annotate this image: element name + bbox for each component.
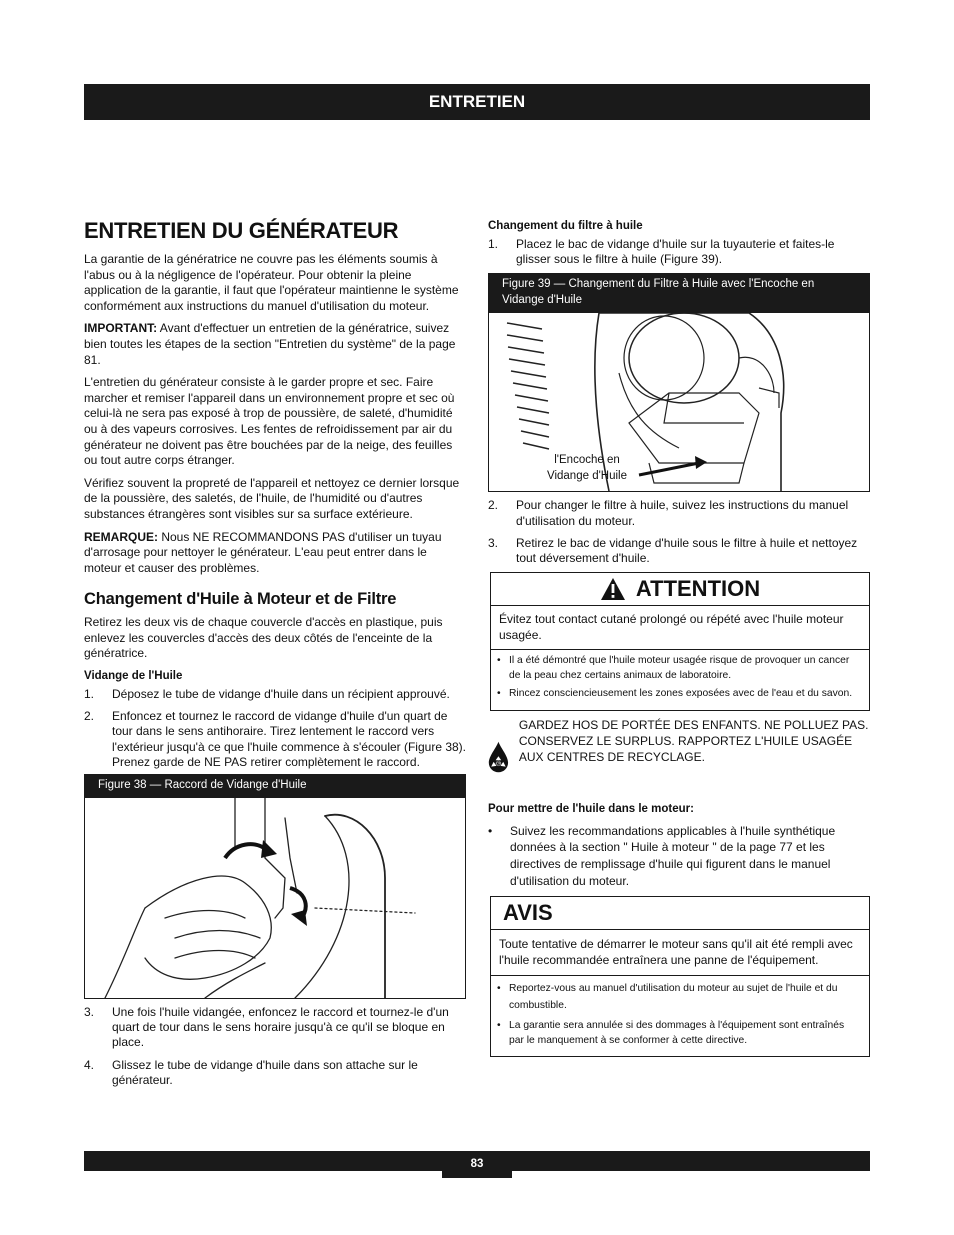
remark-label: REMARQUE:: [84, 529, 158, 544]
avis-title: AVIS: [503, 899, 553, 925]
step-number: 4.: [84, 1057, 95, 1072]
cleanliness-paragraph: Vérifiez souvent la propreté de l'appareil et nettoyez ce dernier lorsque de la poussière, des saletés, de l'huile, de l'humidité ou d'autres substances étrangères sont visibles sur sa surface extérieure.: [84, 475, 460, 521]
avis-body: Toute tentative de démarrer le moteur sans qu'il ait été rempli avec l'huile recommandée entraînera une panne de l'équipement.: [491, 930, 869, 976]
remark-paragraph: [84, 530, 466, 577]
attention-body: Évitez tout contact cutané prolongé ou répété avec l'huile moteur usagée.: [491, 606, 869, 650]
step-text: Pour changer le filtre à huile, suivez les instructions du manuel d'utilisation du moteur.: [516, 498, 849, 528]
step-text: Enfoncez et tournez le raccord de vidange d'huile d'un quart de tour dans le sens antihoraire. Tirez lentement le raccord vers l'extérieur jusqu'à ce que l'huile commence à s'écouler (Figure 38). Prenez garde de NE PAS retirer complètement le raccord.: [112, 709, 467, 769]
step-text: Retirez le bac de vidange d'huile sous le filtre à huile et nettoyez tout déversement d'huile.: [516, 535, 858, 566]
figure-38-illustration: [84, 797, 466, 999]
list-item: [488, 498, 870, 528]
access-covers-paragraph: Retirez les deux vis de chaque couvercle d'accès en plastique, puis enlevez les couvercles d'accès des deux côtés de l'enceinte de la génératrice.: [84, 615, 443, 661]
filter-change-heading: Changement du filtre à huile: [488, 220, 643, 232]
attention-header: [491, 573, 869, 606]
add-oil-instruction: Suivez les recommandations applicables à l'huile synthétique données à la section " Huile à moteur " de la page 77 et les directives de remplissage d'huile qui figurent dans le manuel d'utilisation du moteur.: [510, 823, 836, 888]
oil-recycle-drop-icon: [488, 717, 509, 797]
list-item: • Rincez consciencieusement les zones exposées avec de l'eau et du savon.: [497, 688, 853, 700]
list-item: [488, 237, 870, 267]
list-item: • Il a été démontré que l'huile moteur usagée risque de provoquer un cancer de la peau chez certains animaux de laboratoire.: [497, 655, 850, 681]
figure-39: [488, 273, 870, 492]
list-item: [84, 1005, 466, 1051]
step-text: Placez le bac de vidange d'huile sur la tuyauterie et faites-le glisser sous le filtre à huile (Figure 39).: [516, 237, 835, 267]
important-text: Avant d'effectuer un entretien de la génératrice, suivez bien toutes les étapes de la section "Entretien du système" de la page 81.: [84, 321, 456, 367]
step-number: 2.: [488, 498, 499, 513]
oil-drain-fitting-drawing: [85, 798, 465, 998]
oil-drain-heading: Vidange de l'Huile: [84, 670, 183, 683]
section-header: [84, 84, 870, 120]
warranty-paragraph: La garantie de la génératrice ne couvre pas les éléments soumis à l'abus ou à la négligence de l'opérateur. Pour obtenir la pleine application de la garantie, il faut que l'opérateur maintienne le système conformément aux instructions du manuel d'utilisation du moteur.: [84, 252, 459, 313]
oil-filter-drawing: [489, 313, 869, 491]
step-number: 1.: [84, 687, 95, 702]
step-number: 3.: [488, 535, 499, 550]
avis-bullets: [491, 976, 869, 1056]
page-title: ENTRETIEN DU GÉNÉRATEUR: [84, 218, 399, 243]
figure-39-illustration: [488, 312, 870, 492]
oil-change-section-title: Changement d'Huile à Moteur et de Filtre: [84, 590, 397, 609]
oil-icon-label: Oil: [496, 761, 501, 766]
cooling-vents: [507, 323, 549, 449]
step-number: 1.: [488, 237, 499, 251]
attention-bullets: [491, 650, 869, 710]
remark-text: Nous NE RECOMMANDONS PAS d'utiliser un tuyau d'arrosage pour nettoyer le générateur. L'eau peut entrer dans le moteur et causer des problèmes.: [84, 529, 442, 575]
oil-recycling-text: GARDEZ HOS DE PORTÉE DES ENFANTS. NE POLLUEZ PAS. CONSERVEZ LE SURPLUS. RAPPORTEZ L'HUILE USAGÉE AUX CENTRES DE RECYCLAGE.: [518, 717, 869, 764]
step-text: Une fois l'huile vidangée, enfoncez le raccord et tournez-le d'un quart de tour dans le sens horaire jusqu'à ce qu'il se bloque en place.: [112, 1005, 449, 1050]
oil-recycling-notice: [488, 717, 870, 797]
list-item: [84, 687, 466, 702]
list-item: • Suivez les recommandations applicables à l'huile synthétique données à la section " Huile à moteur " de la page 77 et les directives de remplissage d'huile qui figurent dans le manuel d'utilisation du moteur.: [488, 823, 870, 890]
page-number: 83: [442, 1154, 512, 1178]
ccw-arrow-icon: [225, 844, 267, 858]
attention-title: ATTENTION: [635, 576, 761, 602]
avis-box: [490, 896, 870, 1057]
figure-38-caption: Figure 38 — Raccord de Vidange d'Huile: [84, 774, 466, 797]
list-item: • La garantie sera annulée si des dommages à l'équipement sont entraînés par le manquement à se conformer à cette directive.: [497, 1019, 845, 1046]
step-number: 2.: [84, 709, 95, 724]
list-item: [84, 709, 466, 770]
important-label: IMPORTANT:: [84, 321, 158, 336]
warning-triangle-icon: [600, 577, 626, 601]
notch-label-line2: Vidange d'Huile: [547, 470, 627, 483]
left-column: [84, 218, 466, 1095]
figure-38: [84, 774, 466, 999]
step-number: 3.: [84, 1005, 95, 1020]
avis-header: [491, 897, 869, 930]
section-header-title: ENTRETIEN: [428, 92, 526, 111]
list-item: [84, 1058, 466, 1088]
list-item: [488, 536, 870, 566]
maintenance-paragraph: L'entretien du générateur consiste à le garder propre et sec. Faire marcher et remiser l'appareil dans un environnement propre et sec où celui-là ne sera pas exposé à trop de poussière, de saleté, d'humidité ou à des vapeurs corrosives. Les fentes de refroidissement par air du générateur ne doivent pas être bouchées par de la neige, des feuilles ou tout autre corps étranger.: [84, 375, 455, 468]
notch-label-line1: l'Encoche en: [554, 454, 620, 467]
attention-box: [490, 572, 870, 710]
figure-39-caption: Figure 39 — Changement du Filtre à Huile avec l'Encoche en Vidange d'Huile: [488, 273, 870, 312]
notch-pointer-arrow: [639, 463, 699, 475]
right-column: [488, 220, 870, 1063]
step-text: Déposez le tube de vidange d'huile dans un récipient approuvé.: [112, 687, 450, 702]
important-paragraph: [84, 321, 466, 368]
add-oil-heading: Pour mettre de l'huile dans le moteur:: [488, 802, 694, 815]
list-item: • Reportez-vous au manuel d'utilisation du moteur au sujet de l'huile et du combustible.: [497, 982, 838, 1011]
step-text: Glissez le tube de vidange d'huile dans son attache sur le générateur.: [112, 1057, 418, 1087]
